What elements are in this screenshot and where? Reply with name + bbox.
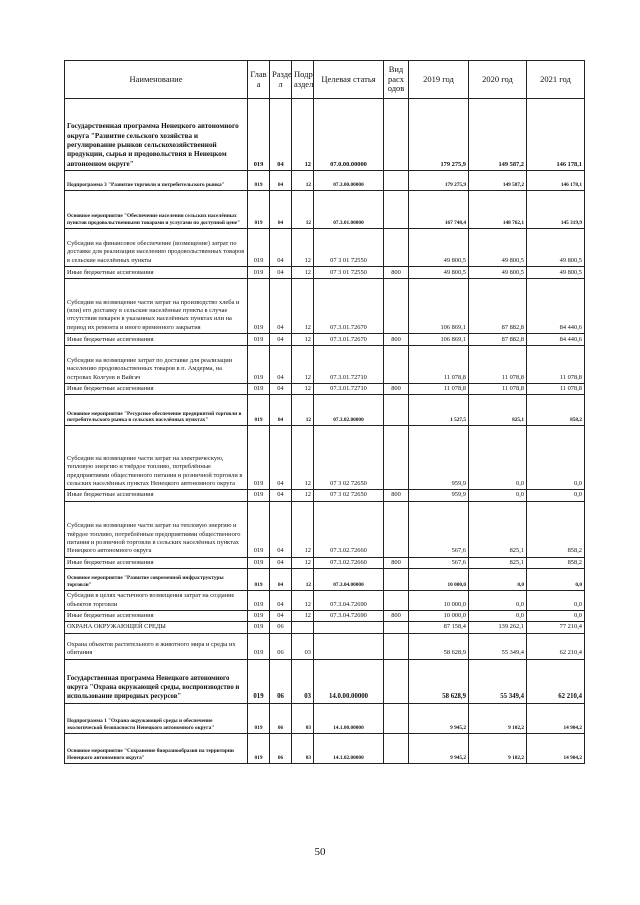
table-row: [65, 703, 585, 733]
row-statya: 07.0.00.00000: [314, 99, 384, 171]
row-2019: 167 748,4: [409, 191, 469, 229]
row-podrazdel: 12: [292, 346, 314, 384]
row-2019: 58 628,9: [409, 659, 469, 703]
row-2019: 179 275,9: [409, 171, 469, 191]
row-glava: 019: [248, 334, 270, 346]
row-statya: 07.3.02.72660: [314, 501, 384, 557]
row-2021: 858,2: [527, 557, 585, 568]
row-podrazdel: 03: [292, 633, 314, 659]
row-glava: 019: [248, 633, 270, 659]
table-row: [65, 384, 585, 395]
row-statya: 07 3 01 72550: [314, 267, 384, 279]
row-2019: 1 527,5: [409, 395, 469, 426]
row-statya: [314, 633, 384, 659]
row-vid: 800: [384, 267, 409, 279]
table-row: [65, 395, 585, 426]
row-podrazdel: 12: [292, 384, 314, 395]
row-podrazdel: 12: [292, 568, 314, 590]
row-2021: 84 440,6: [527, 279, 585, 334]
row-2021: 146 178,1: [527, 171, 585, 191]
table-row: [65, 633, 585, 659]
row-vid: 800: [384, 384, 409, 395]
row-vid: [384, 622, 409, 633]
row-podrazdel: 12: [292, 267, 314, 279]
table-row: [65, 426, 585, 490]
row-name: Иные бюджетные ассигнования: [65, 334, 248, 346]
table-header: [65, 61, 585, 99]
row-2020: 825,1: [469, 395, 527, 426]
row-2020: 0,0: [469, 426, 527, 490]
row-glava: 019: [248, 279, 270, 334]
row-podrazdel: [292, 622, 314, 633]
row-2021: 0,0: [527, 568, 585, 590]
row-vid: 800: [384, 334, 409, 346]
row-statya: 14.0.00.00000: [314, 659, 384, 703]
row-name: Основное мероприятие "Ресурсное обеспечение предприятий торговли в потребительского рынка в сельских населённых пунктах": [65, 395, 248, 426]
row-name: ОХРАНА ОКРУЖАЮЩЕЙ СРЕДЫ: [65, 622, 248, 633]
row-2019: 11 078,8: [409, 384, 469, 395]
row-2021: 62 210,4: [527, 633, 585, 659]
header-2020: 2020 год: [469, 61, 527, 99]
row-2019: 959,9: [409, 490, 469, 501]
row-glava: 019: [248, 610, 270, 621]
row-razdel: 04: [270, 395, 292, 426]
row-statya: 07.3.01.72670: [314, 334, 384, 346]
row-vid: [384, 501, 409, 557]
row-razdel: 04: [270, 501, 292, 557]
row-2021: 0,0: [527, 590, 585, 610]
row-glava: 019: [248, 267, 270, 279]
row-glava: 019: [248, 490, 270, 501]
row-vid: [384, 229, 409, 267]
row-glava: 019: [248, 557, 270, 568]
row-vid: [384, 191, 409, 229]
row-name: Иные бюджетные ассигнования: [65, 384, 248, 395]
table-row: [65, 622, 585, 633]
row-razdel: 04: [270, 191, 292, 229]
row-glava: 019: [248, 99, 270, 171]
row-statya: 14.1.00.00000: [314, 703, 384, 733]
row-glava: 019: [248, 622, 270, 633]
row-2019: 49 800,5: [409, 267, 469, 279]
row-name: Субсидии на возмещение части затрат на тепловую энергию и твёрдое топливо, потреблённые предприятиями общественного питания и розничной торговли в сельских населённых пунктах Ненецкого автономного округа: [65, 501, 248, 557]
row-2020: 139 262,1: [469, 622, 527, 633]
row-razdel: 04: [270, 568, 292, 590]
row-glava: 019: [248, 426, 270, 490]
row-podrazdel: 12: [292, 99, 314, 171]
table-row: [65, 99, 585, 171]
row-name: Субсидии на финансовое обеспечение (возмещение) затрат по доставке для реализации населению продовольственных товаров в сельские населённых пункты: [65, 229, 248, 267]
table-row: [65, 568, 585, 590]
row-2020: 0,0: [469, 610, 527, 621]
row-name: Государственная программа Ненецкого автономного округа "Развитие сельского хозяйства и регулирование рынков сельскохозяйственной продукции, сырья и продовольствия в Ненецком автономном округе": [65, 99, 248, 171]
row-vid: [384, 733, 409, 763]
page-number: 50: [314, 846, 326, 858]
row-vid: [384, 633, 409, 659]
row-2019: 106 869,1: [409, 334, 469, 346]
row-name: Подпрограмма 1 "Охрана окружающей среды и обеспечение экологической безопасности Ненецкого автономного округа": [65, 703, 248, 733]
row-vid: [384, 426, 409, 490]
row-razdel: 06: [270, 733, 292, 763]
row-statya: 07.3.04.72690: [314, 590, 384, 610]
row-glava: 019: [248, 659, 270, 703]
row-podrazdel: 12: [292, 334, 314, 346]
row-2019: 11 078,8: [409, 346, 469, 384]
row-2019: 959,9: [409, 426, 469, 490]
row-2020: 11 078,8: [469, 346, 527, 384]
row-vid: [384, 346, 409, 384]
row-2020: 0,0: [469, 590, 527, 610]
row-name: Субсидии на возмещение части затрат на производство хлеба и (или) его доставку в сельские населённые пункты в случае отсутствия пекарен в указанных населённых пунктах или на период их ремонта и иного временного закрытия: [65, 279, 248, 334]
row-vid: [384, 703, 409, 733]
header-2021: 2021 год: [527, 61, 585, 99]
row-2021: 11 078,8: [527, 384, 585, 395]
row-podrazdel: 12: [292, 490, 314, 501]
row-2020: 55 349,4: [469, 633, 527, 659]
row-podrazdel: 12: [292, 229, 314, 267]
row-podrazdel: 03: [292, 659, 314, 703]
row-podrazdel: 03: [292, 733, 314, 763]
row-2020: 0,0: [469, 568, 527, 590]
row-2020: 0,0: [469, 490, 527, 501]
row-name: Основное мероприятие "Развитие современной инфраструктуры торговли": [65, 568, 248, 590]
row-podrazdel: 12: [292, 557, 314, 568]
row-2021: 77 210,4: [527, 622, 585, 633]
table-row: [65, 733, 585, 763]
row-razdel: 04: [270, 99, 292, 171]
row-glava: 019: [248, 171, 270, 191]
row-2019: 567,6: [409, 501, 469, 557]
row-statya: 07.3.04.00000: [314, 568, 384, 590]
row-name: Иные бюджетные ассигнования: [65, 557, 248, 568]
row-statya: 07 3 01 72550: [314, 229, 384, 267]
row-2020: 9 102,2: [469, 733, 527, 763]
header-glava: Глав а: [248, 61, 270, 99]
row-vid: 800: [384, 557, 409, 568]
row-razdel: 06: [270, 703, 292, 733]
row-2019: 9 945,2: [409, 703, 469, 733]
row-2020: 55 349,4: [469, 659, 527, 703]
table-row: [65, 490, 585, 501]
row-razdel: 04: [270, 384, 292, 395]
row-statya: 07 3 02 72650: [314, 490, 384, 501]
row-glava: 019: [248, 733, 270, 763]
row-glava: 019: [248, 191, 270, 229]
row-statya: 07.3.04.72690: [314, 610, 384, 621]
row-podrazdel: 12: [292, 501, 314, 557]
row-glava: 019: [248, 568, 270, 590]
row-2021: 0,0: [527, 610, 585, 621]
row-razdel: 04: [270, 426, 292, 490]
row-podrazdel: 12: [292, 426, 314, 490]
row-2020: 87 882,8: [469, 334, 527, 346]
row-statya: 14.1.02.00000: [314, 733, 384, 763]
row-2021: 858,2: [527, 501, 585, 557]
row-glava: 019: [248, 346, 270, 384]
row-statya: [314, 622, 384, 633]
table-row: [65, 229, 585, 267]
row-podrazdel: 12: [292, 279, 314, 334]
row-statya: 07.3.00.00000: [314, 171, 384, 191]
row-2021: 14 904,2: [527, 703, 585, 733]
row-name: Государственная программа Ненецкого автономного округа "Охрана окружающей среды, воспроизводство и использование природных ресурсов": [65, 659, 248, 703]
row-2020: 825,1: [469, 557, 527, 568]
row-2019: 10 000,0: [409, 568, 469, 590]
row-razdel: 04: [270, 267, 292, 279]
row-razdel: 04: [270, 334, 292, 346]
row-vid: 800: [384, 490, 409, 501]
header-2019: 2019 год: [409, 61, 469, 99]
row-razdel: 06: [270, 659, 292, 703]
row-2019: 10 000,0: [409, 590, 469, 610]
row-razdel: 06: [270, 622, 292, 633]
row-2019: 106 869,1: [409, 279, 469, 334]
header-statya: Целевая статья: [314, 61, 384, 99]
row-vid: [384, 590, 409, 610]
row-name: Охрана объектов растительного и животного мира и среды их обитания: [65, 633, 248, 659]
row-name: Подпрограмма 3 "Развитие торговли и потребительского рынка": [65, 171, 248, 191]
row-name: Субсидии на возмещение части затрат на электрическую, тепловую энергию и твёрдое топливо, потреблённые предприятиями общественного питания и розничной торговли в сельских населённых пунктах Ненецкого автономного округа: [65, 426, 248, 490]
row-name: Иные бюджетные ассигнования: [65, 610, 248, 621]
row-2021: 0,0: [527, 426, 585, 490]
row-name: Субсидии на возмещение затрат по доставке для реализации населению продовольственных товаров в п. Амдерма, на островах Колгуев и Вайгач: [65, 346, 248, 384]
header-podrazdel: Подр аздел: [292, 61, 314, 99]
row-2019: 9 945,2: [409, 733, 469, 763]
row-vid: [384, 99, 409, 171]
table-row: [65, 610, 585, 621]
row-2019: 49 800,5: [409, 229, 469, 267]
row-razdel: 04: [270, 171, 292, 191]
row-statya: 07.3.01.72670: [314, 279, 384, 334]
row-2021: 14 904,2: [527, 733, 585, 763]
row-podrazdel: 12: [292, 395, 314, 426]
row-2021: 145 319,9: [527, 191, 585, 229]
row-podrazdel: 12: [292, 171, 314, 191]
row-vid: [384, 279, 409, 334]
row-name: Основное мероприятие "Обеспечение населения сельских населённых пунктов продовольственными товарами и услугами по доступной цене": [65, 191, 248, 229]
row-vid: 800: [384, 610, 409, 621]
row-2019: 58 628,9: [409, 633, 469, 659]
row-statya: 07 3 02 72650: [314, 426, 384, 490]
row-2021: 84 440,6: [527, 334, 585, 346]
table-row: [65, 590, 585, 610]
table-row: [65, 171, 585, 191]
row-razdel: 04: [270, 610, 292, 621]
row-2019: 567,6: [409, 557, 469, 568]
row-2021: 49 800,5: [527, 267, 585, 279]
row-2020: 49 800,5: [469, 229, 527, 267]
table-row: [65, 501, 585, 557]
row-2019: 87 158,4: [409, 622, 469, 633]
row-2019: 179 275,9: [409, 99, 469, 171]
row-2021: 11 078,8: [527, 346, 585, 384]
row-razdel: 04: [270, 490, 292, 501]
header-vid: Вид расх одов: [384, 61, 409, 99]
row-2021: 49 800,5: [527, 229, 585, 267]
row-razdel: 04: [270, 346, 292, 384]
row-razdel: 04: [270, 229, 292, 267]
row-2019: 10 000,0: [409, 610, 469, 621]
row-2021: 146 178,1: [527, 99, 585, 171]
row-podrazdel: 12: [292, 610, 314, 621]
row-glava: 019: [248, 384, 270, 395]
budget-table: [64, 60, 585, 764]
table-row: [65, 557, 585, 568]
row-glava: 019: [248, 590, 270, 610]
row-statya: 07.3.02.72660: [314, 557, 384, 568]
row-statya: 07.3.02.00000: [314, 395, 384, 426]
row-2020: 149 587,2: [469, 99, 527, 171]
row-2021: 0,0: [527, 490, 585, 501]
row-name: Иные бюджетные ассигнования: [65, 267, 248, 279]
row-podrazdel: 03: [292, 703, 314, 733]
row-name: Субсидии в целях частичного возмещения затрат на создание объектов торговли: [65, 590, 248, 610]
table-row: [65, 267, 585, 279]
budget-document: [64, 60, 584, 764]
row-statya: 07.3.01.00000: [314, 191, 384, 229]
table-row: [65, 346, 585, 384]
table-row: [65, 191, 585, 229]
row-statya: 07.3.01.72710: [314, 384, 384, 395]
header-razdel: Разде л: [270, 61, 292, 99]
table-row: [65, 279, 585, 334]
row-2020: 9 102,2: [469, 703, 527, 733]
row-2021: 62 210,4: [527, 659, 585, 703]
row-razdel: 04: [270, 279, 292, 334]
row-statya: 07.3.01.72710: [314, 346, 384, 384]
row-glava: 019: [248, 501, 270, 557]
row-2021: 858,2: [527, 395, 585, 426]
row-2020: 148 762,1: [469, 191, 527, 229]
row-glava: 019: [248, 229, 270, 267]
row-podrazdel: 12: [292, 590, 314, 610]
row-2020: 149 587,2: [469, 171, 527, 191]
row-name: Основное мероприятие "Сохранение биоразнообразия на территории Ненецкого автономного округа": [65, 733, 248, 763]
row-glava: 019: [248, 395, 270, 426]
row-podrazdel: 12: [292, 191, 314, 229]
row-2020: 825,1: [469, 501, 527, 557]
header-name: Наименование: [65, 61, 248, 99]
row-2020: 87 882,8: [469, 279, 527, 334]
row-razdel: 06: [270, 633, 292, 659]
table-row: [65, 334, 585, 346]
row-2020: 11 078,8: [469, 384, 527, 395]
row-vid: [384, 171, 409, 191]
row-razdel: 04: [270, 590, 292, 610]
row-vid: [384, 659, 409, 703]
table-row: [65, 659, 585, 703]
row-vid: [384, 395, 409, 426]
row-vid: [384, 568, 409, 590]
row-glava: 019: [248, 703, 270, 733]
row-name: Иные бюджетные ассигнования: [65, 490, 248, 501]
row-razdel: 04: [270, 557, 292, 568]
row-2020: 49 800,5: [469, 267, 527, 279]
